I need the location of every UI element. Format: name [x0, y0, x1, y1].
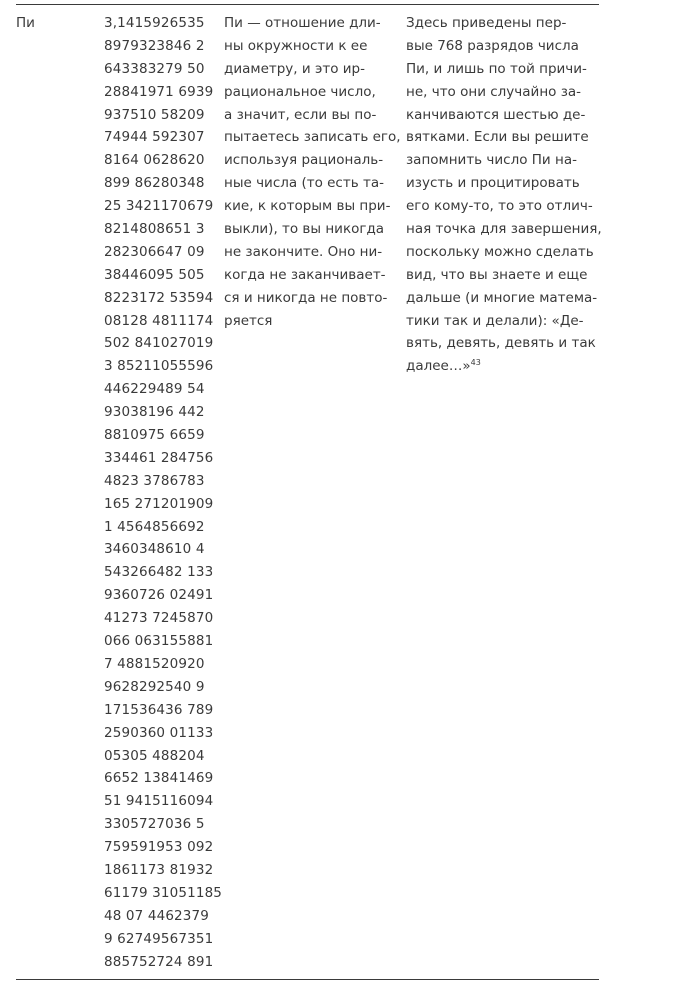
pi-digits-line: 25 3421170679	[104, 198, 214, 215]
pi-digits-line: 899 86280348	[104, 175, 205, 192]
table-bottom-rule	[16, 979, 599, 980]
pi-digits-line: 334461 284756	[104, 449, 214, 466]
description-line: выкли), то вы никогда	[224, 221, 385, 238]
pi-digits-line: 937510 58209	[104, 106, 205, 123]
term-label: Пи	[16, 15, 35, 31]
pi-digits-line: 7 4881520920	[104, 655, 205, 672]
pi-digits-line: 502 841027019	[104, 335, 214, 352]
pi-digits-line: 171536436 789	[104, 701, 214, 718]
pi-digits-line: 8810975 6659	[104, 427, 205, 444]
description-line: Пи — отношение дли-	[224, 15, 381, 31]
pi-digits-line: 3,1415926535	[104, 15, 205, 31]
pi-digits-line: 51 9415116094	[104, 793, 214, 810]
pi-digits-column	[104, 12, 223, 973]
pi-digits-line: 28841971 6939	[104, 83, 214, 100]
description-column	[224, 12, 400, 332]
pi-digits-line: 74944 592307	[104, 129, 205, 146]
pi-digits-line: 643383279 50	[104, 60, 205, 77]
pi-digits-line: 2590360 01133	[104, 724, 214, 741]
pi-digits-line: 08128 4811174	[104, 312, 214, 329]
pi-digits-line: 282306647 09	[104, 243, 205, 260]
description-line: кие, к которым вы при-	[224, 198, 391, 215]
pi-digits-line: 165 271201909	[104, 495, 214, 512]
description-line: когда не заканчивает-	[224, 266, 386, 283]
note-column	[406, 12, 602, 378]
description-line: ны окружности к ее	[224, 37, 368, 54]
pi-digits-line: 446229489 54	[104, 381, 205, 398]
note-line: далее…»$^{43}$	[406, 358, 481, 375]
pi-digits-line: 3 85211055596	[104, 358, 214, 375]
pi-digits-line: 38446095 505	[104, 266, 205, 283]
description-line: ся и никогда не повто-	[224, 289, 388, 306]
pi-digits-line: 9 62749567351	[104, 930, 214, 947]
note-line: тики так и делали): «Де-	[406, 312, 584, 329]
pi-digits-line: 8214808651 3	[104, 221, 205, 238]
note-line: запомнить число Пи на-	[406, 152, 577, 169]
term-column	[16, 12, 86, 35]
description-line: ряется	[224, 312, 273, 329]
pi-digits-line: 9628292540 9	[104, 678, 205, 695]
note-line: вятками. Если вы решите	[406, 129, 589, 146]
pi-digits-line: 41273 7245870	[104, 610, 214, 627]
note-line: ная точка для завершения,	[406, 221, 602, 238]
note-line: поскольку можно сделать	[406, 243, 594, 260]
pi-digits-line: 543266482 133	[104, 564, 214, 581]
pi-digits-line: 48 07 4462379	[104, 907, 210, 924]
pi-digits-line: 066 063155881	[104, 633, 214, 650]
pi-digits-line: 05305 488204	[104, 747, 205, 764]
pi-digits-line: 759591953 092	[104, 839, 214, 856]
pi-digits-line: 61179 31051185	[104, 884, 223, 901]
pi-digits-line: 3460348610 4	[104, 541, 205, 558]
pi-digits-line: 1 4564856692	[104, 518, 205, 535]
description-line: ные числа (то есть та-	[224, 175, 384, 192]
note-line: не, что они случайно за-	[406, 83, 582, 100]
table-top-rule	[16, 4, 599, 5]
note-line: его кому-то, то это отлич-	[406, 198, 593, 215]
note-line: вять, девять, девять и так	[406, 335, 596, 352]
pi-digits-line: 8164 0628620	[104, 152, 205, 169]
description-line: не закончите. Оно ни-	[224, 243, 383, 260]
description-line: а значит, если вы по-	[224, 106, 377, 123]
pi-digits-line: 4823 3786783	[104, 472, 205, 489]
pi-digits-line: 93038196 442	[104, 404, 205, 421]
note-line: Пи, и лишь по той причи-	[406, 60, 587, 77]
pi-digits-line: 6652 13841469	[104, 770, 214, 787]
note-line: изусть и процитировать	[406, 175, 580, 192]
pi-digits-line: 8979323846 2	[104, 37, 205, 54]
description-line: диаметру, и это ир-	[224, 60, 365, 77]
note-line: дальше (и многие матема-	[406, 289, 598, 306]
note-line: канчиваются шестью де-	[406, 106, 586, 123]
description-line: используя рациональ-	[224, 152, 384, 169]
pi-digits-line: 3305727036 5	[104, 816, 205, 833]
note-line: вид, что вы знаете и еще	[406, 266, 588, 283]
note-line: Здесь приведены пер-	[406, 15, 567, 31]
footnote-reference: 43	[470, 358, 481, 368]
description-line: рациональное число,	[224, 83, 376, 100]
pi-digits-line: 9360726 02491	[104, 587, 214, 604]
pi-digits-line: 8223172 53594	[104, 289, 214, 306]
pi-digits-line: 885752724 891	[104, 953, 214, 970]
note-line: вые 768 разрядов числа	[406, 37, 579, 54]
description-line: пытаетесь записать его,	[224, 129, 401, 146]
pi-digits-line: 1861173 81932	[104, 861, 214, 878]
